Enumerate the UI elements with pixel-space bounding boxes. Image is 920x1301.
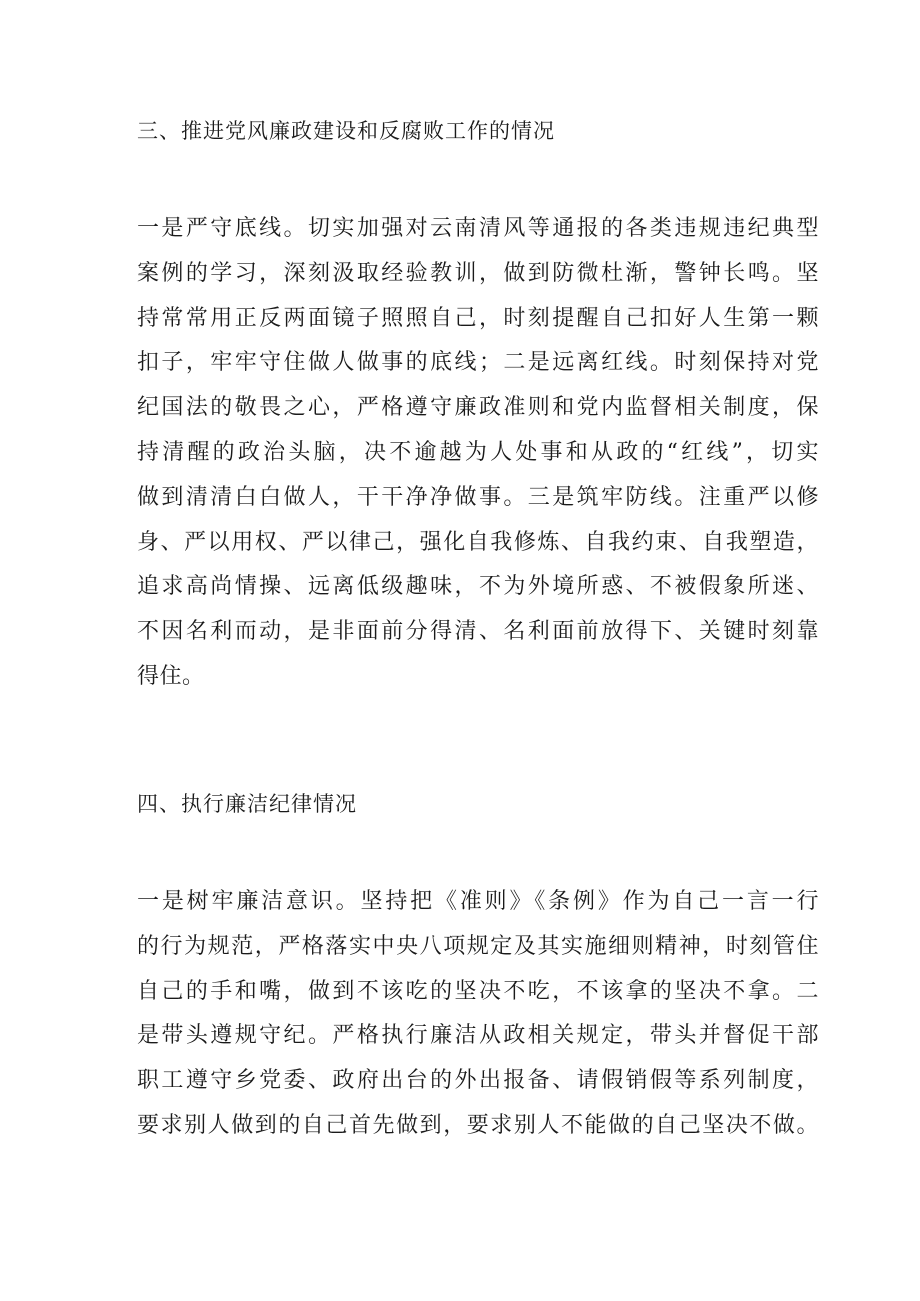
paragraph-line: 做到清清白白做人，干干净净做事。三是筑牢防线。注重严以修 <box>137 484 819 510</box>
paragraph-line: 自己的手和嘴，做到不该吃的坚决不吃，不该拿的坚决不拿。二 <box>137 978 819 1004</box>
paragraph-line: 扣子，牢牢守住做人做事的底线；二是远离红线。时刻保持对党 <box>137 350 819 376</box>
paragraph-line: 追求高尚情操、远离低级趣味，不为外境所惑、不被假象所迷、 <box>137 574 819 600</box>
paragraph-line: 一是严守底线。切实加强对云南清风等通报的各类违规违纪典型 <box>137 216 819 241</box>
paragraph-line: 是带头遵规守纪。严格执行廉洁从政相关规定，带头并督促干部 <box>137 1023 819 1049</box>
paragraph-line: 身、严以用权、严以律己，强化自我修炼、自我约束、自我塑造， <box>137 529 819 555</box>
paragraph-line: 职工遵守乡党委、政府出台的外出报备、请假销假等系列制度， <box>137 1068 819 1094</box>
paragraph-line: 持常常用正反两面镜子照照自己，时刻提醒自己扣好人生第一颗 <box>137 305 819 331</box>
section-3-paragraph <box>137 207 819 700</box>
section-3-heading: 三、推进党风廉政建设和反腐败工作的情况 <box>137 119 555 143</box>
section-4-heading: 四、执行廉洁纪律情况 <box>137 792 357 816</box>
paragraph-line: 纪国法的敬畏之心，严格遵守廉政准则和党内监督相关制度，保 <box>137 395 819 421</box>
paragraph-line: 得住。 <box>137 663 205 689</box>
paragraph-line: 不因名利而动，是非面前分得清、名利面前放得下、关键时刻靠 <box>137 619 819 645</box>
paragraph-line: 案例的学习，深刻汲取经验教训，做到防微杜渐，警钟长鸣。坚 <box>137 260 819 286</box>
paragraph-line: 持清醒的政治头脑，决不逾越为人处事和从政的“红线”，切实 <box>137 439 819 465</box>
paragraph-line: 要求别人做到的自己首先做到，要求别人不能做的自己坚决不做。 <box>137 1112 819 1138</box>
section-4-paragraph <box>137 880 819 1149</box>
paragraph-line: 的行为规范，严格落实中央八项规定及其实施细则精神，时刻管住 <box>137 933 819 959</box>
paragraph-line: 一是树牢廉洁意识。坚持把《准则》《条例》作为自己一言一行 <box>137 889 819 914</box>
